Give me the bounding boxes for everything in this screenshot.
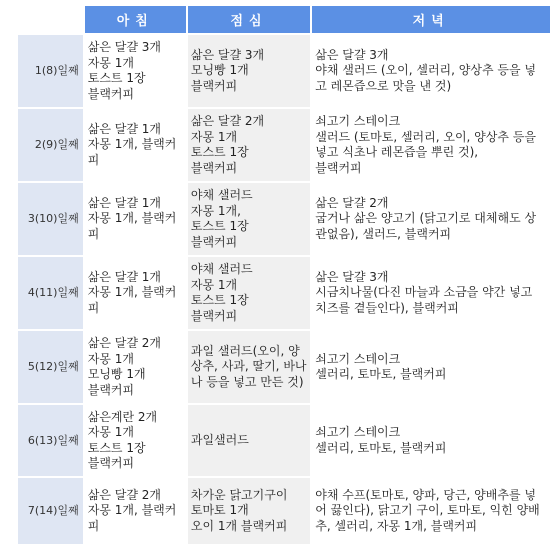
lunch-cell: 야채 샐러드 자몽 1개 토스트 1장 블랙커피 (188, 257, 310, 329)
dinner-cell: 삶은 달걀 3개 시금치나물(다진 마늘과 소금을 약간 넣고 치즈를 곁들인다), 블랙커피 (312, 257, 550, 329)
header-lunch: 점심 (188, 6, 310, 33)
day-label: 5(12)일째 (18, 331, 83, 403)
dinner-cell: 삶은 달걀 3개 야채 샐러드 (오이, 셀러리, 양상추 등을 넣고 레몬즙으로 맛을 낸 것) (312, 35, 550, 107)
table-row (18, 405, 550, 476)
header-row (18, 6, 550, 33)
table-row (18, 183, 550, 255)
lunch-cell: 과일 샐러드(오이, 양상추, 사과, 딸기, 바나나 등을 넣고 만든 것) (188, 331, 310, 403)
breakfast-cell: 삶은 달걀 1개 자몽 1개, 블랙커피 (85, 109, 186, 181)
breakfast-cell: 삶은 달걀 2개 자몽 1개 모닝빵 1개 블랙커피 (85, 331, 186, 403)
dinner-cell: 쇠고기 스테이크 셀러리, 토마토, 블랙커피 (312, 331, 550, 403)
header-dinner: 저녁 (312, 6, 550, 33)
dinner-cell: 삶은 달걀 2개 굽거나 삶은 양고기 (닭고기로 대체해도 상관없음), 샐러드, 블랙커피 (312, 183, 550, 255)
day-label: 2(9)일째 (18, 109, 83, 181)
table-row (18, 35, 550, 107)
breakfast-cell: 삶은계란 2개 자몽 1개 토스트 1장 블랙커피 (85, 405, 186, 476)
lunch-cell: 삶은 달걀 3개 모닝빵 1개 블랙커피 (188, 35, 310, 107)
dinner-cell: 쇠고기 스테이크 셀러리, 토마토, 블랙커피 (312, 405, 550, 476)
dinner-cell: 쇠고기 스테이크 샐러드 (토마토, 셀러리, 오이, 양상추 등을 넣고 식초나 레몬즙을 뿌린 것), 블랙커피 (312, 109, 550, 181)
header-corner (18, 6, 83, 33)
table-row (18, 331, 550, 403)
breakfast-cell: 삶은 달걀 1개 자몽 1개, 블랙커피 (85, 257, 186, 329)
breakfast-cell: 삶은 달걀 1개 자몽 1개, 블랙커피 (85, 183, 186, 255)
breakfast-cell: 삶은 달걀 3개 자몽 1개 토스트 1장 블랙커피 (85, 35, 186, 107)
day-label: 3(10)일째 (18, 183, 83, 255)
header-breakfast: 아침 (85, 6, 186, 33)
breakfast-cell: 삶은 달걀 2개 자몽 1개, 블랙커피 (85, 478, 186, 544)
day-label: 6(13)일째 (18, 405, 83, 476)
day-label: 4(11)일째 (18, 257, 83, 329)
day-label: 1(8)일째 (18, 35, 83, 107)
lunch-cell: 야채 샐러드 자몽 1개, 토스트 1장 블랙커피 (188, 183, 310, 255)
table-row (18, 478, 550, 544)
day-label: 7(14)일째 (18, 478, 83, 544)
lunch-cell: 삶은 달걀 2개 자몽 1개 토스트 1장 블랙커피 (188, 109, 310, 181)
meal-plan-table (16, 4, 552, 546)
table-row (18, 257, 550, 329)
table-row (18, 109, 550, 181)
dinner-cell: 야채 수프(토마토, 양파, 당근, 양배추를 넣어 끓인다), 닭고기 구이, 토마토, 익힌 양배추, 셀러리, 자몽 1개, 블랙커피 (312, 478, 550, 544)
lunch-cell: 차가운 닭고기구이 토마토 1개 오이 1개 블랙커피 (188, 478, 310, 544)
lunch-cell: 과일샐러드 (188, 405, 310, 476)
